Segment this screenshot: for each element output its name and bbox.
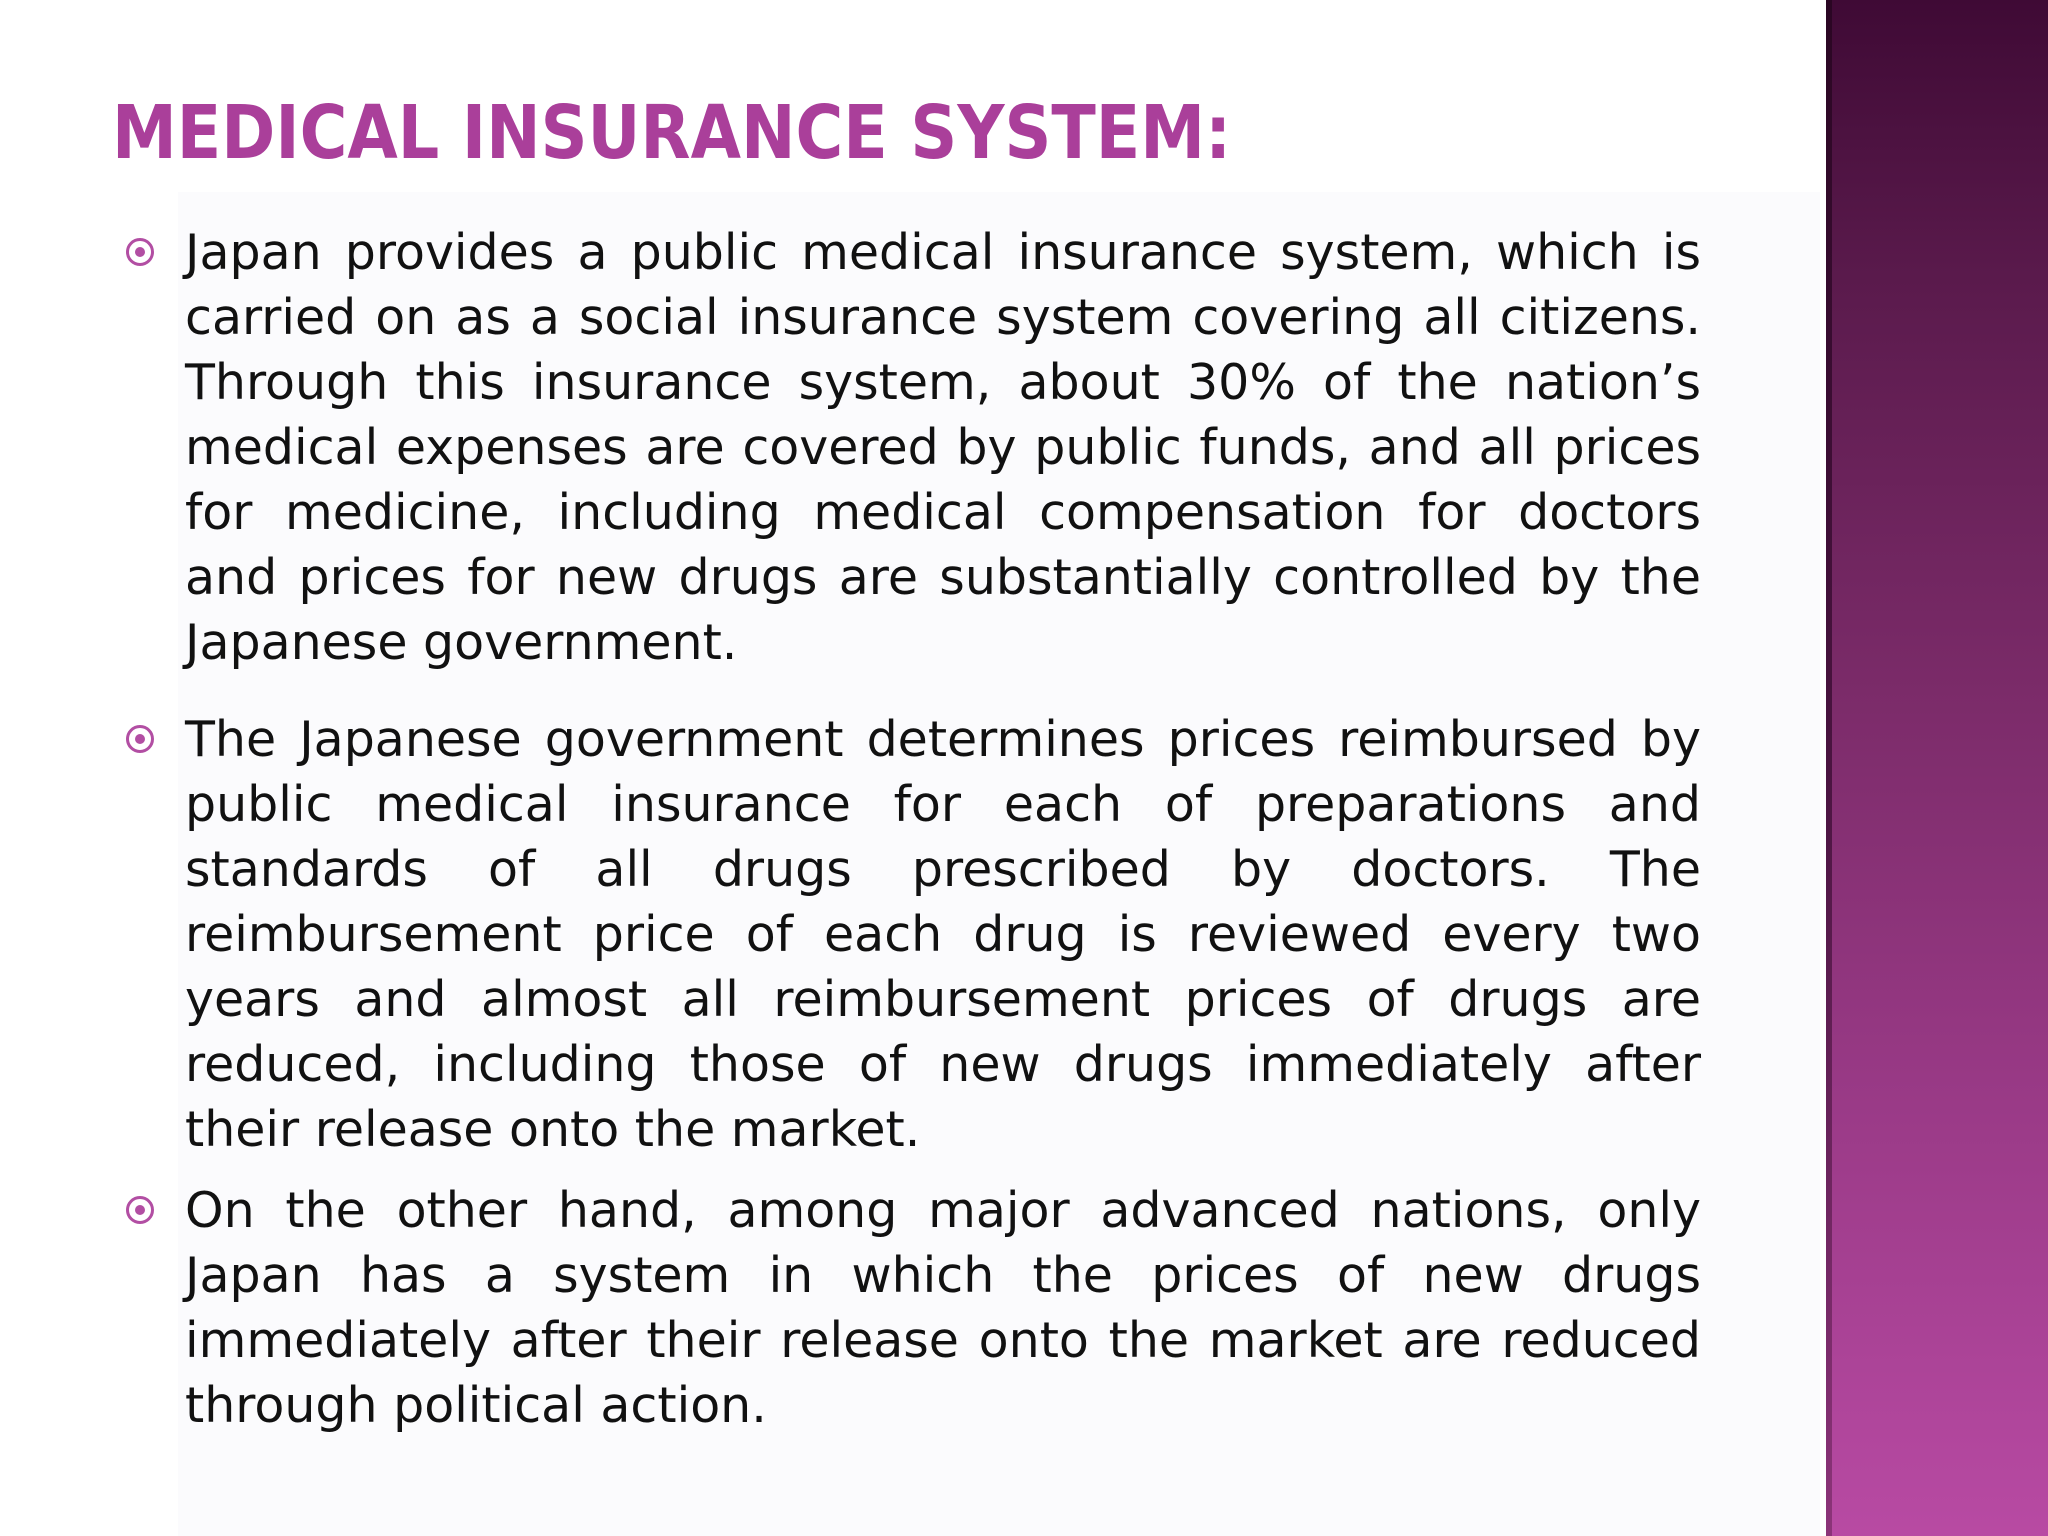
bullet-text: On the other hand, among major advanced nations, only Japan has a system in which the prices of new drugs immediately after their release onto the market are reduced through political action.: [185, 1182, 1701, 1434]
circle-dot-bullet-icon: [126, 1196, 154, 1224]
bullet-text: Japan provides a public medical insurance system, which is carried on as a social insurance system covering all citizens. Through this insurance system, about 30% of the nation’s medical expenses are covered by public funds, and all prices for medicine, including medical compensation for doctors and prices for new drugs are substantially controlled by the Japanese government.: [185, 224, 1701, 671]
bullet-text: The Japanese government determines prices reimbursed by public medical insurance for each of preparations and standards of all drugs prescribed by doctors. The reimbursement price of each drug is reviewed every two years and almost all reimbursement prices of drugs are reduced, including those of new drugs immediately after their release onto the market.: [185, 711, 1701, 1158]
circle-dot-bullet-icon: [126, 725, 154, 753]
slide-title: MEDICAL INSURANCE SYSTEM:: [112, 90, 1232, 176]
circle-dot-bullet-icon: [126, 238, 154, 266]
